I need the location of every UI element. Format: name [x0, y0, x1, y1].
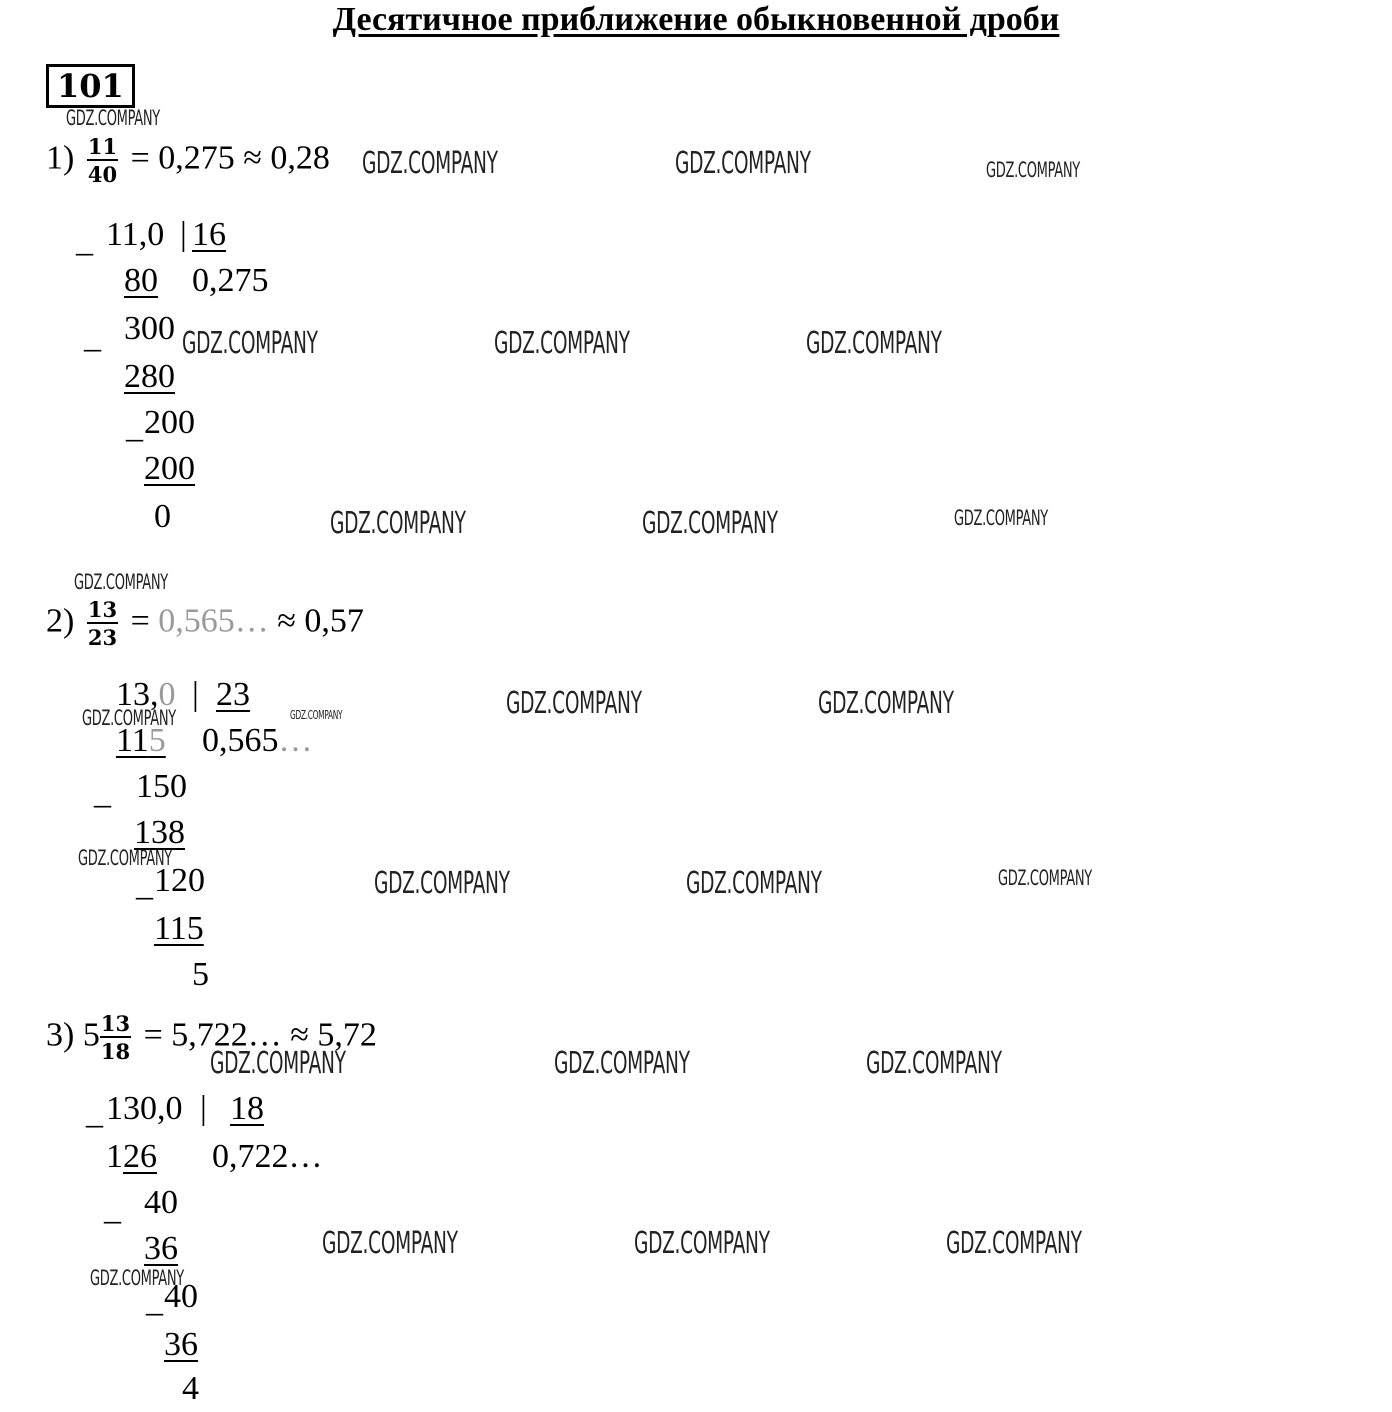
division-bar: | — [200, 1090, 207, 1127]
watermark: GDZ.COMPANY — [954, 506, 1048, 530]
step-underlined-digits: 26 — [123, 1138, 157, 1175]
watermark: GDZ.COMPANY — [290, 708, 343, 722]
watermark: GDZ.COMPANY — [494, 326, 630, 361]
problem-1-quotient: 0,275 — [192, 262, 269, 299]
watermark: GDZ.COMPANY — [374, 866, 510, 901]
problem-2-equation — [46, 598, 364, 649]
problem-3-step-5: 36 — [164, 1326, 198, 1363]
fraction-numerator: 13 — [87, 597, 118, 622]
watermark: GDZ.COMPANY — [806, 326, 942, 361]
watermark: GDZ.COMPANY — [986, 158, 1080, 182]
problem-1-dividend: 11,0 — [106, 216, 165, 253]
watermark: GDZ.COMPANY — [554, 1046, 690, 1081]
problem-1-step-4: 200 — [144, 404, 195, 441]
problem-1-fraction — [87, 135, 118, 186]
division-bar: | — [180, 216, 187, 253]
watermark: GDZ.COMPANY — [74, 570, 168, 594]
watermark: GDZ.COMPANY — [818, 686, 954, 721]
fraction-denominator: 18 — [100, 1039, 131, 1064]
minus-sign: _ — [146, 1282, 163, 1319]
fraction-denominator: 40 — [87, 162, 118, 187]
step-first-digit: 1 — [106, 1138, 123, 1175]
watermark: GDZ.COMPANY — [78, 846, 172, 870]
problem-3-remainder: 4 — [182, 1370, 199, 1407]
minus-sign: _ — [94, 774, 111, 811]
problem-1-divisor: 16 — [192, 216, 226, 253]
dividend-digits: 13, — [116, 676, 159, 713]
problem-1-result: = 0,275 ≈ 0,28 — [130, 139, 330, 177]
fraction-denominator: 23 — [87, 625, 118, 650]
watermark: GDZ.COMPANY — [182, 326, 318, 361]
watermark: GDZ.COMPANY — [866, 1046, 1002, 1081]
watermark: GDZ.COMPANY — [66, 106, 160, 130]
watermark: GDZ.COMPANY — [686, 866, 822, 901]
problem-1-step-1: 80 — [124, 262, 158, 299]
problem-1-remainder: 0 — [154, 498, 171, 535]
problem-2-step-2: 150 — [136, 768, 187, 805]
minus-sign: _ — [76, 222, 93, 259]
problem-2-divisor: 23 — [216, 676, 250, 713]
task-number: 101 — [46, 64, 135, 108]
problem-2-step-5: 115 — [154, 910, 204, 947]
quotient-digits: 0,565 — [202, 722, 279, 759]
problem-3-step-1 — [106, 1138, 157, 1176]
minus-sign: _ — [126, 408, 143, 445]
watermark: GDZ.COMPANY — [946, 1226, 1082, 1261]
minus-sign: _ — [104, 1190, 121, 1227]
problem-3-step-3: 36 — [144, 1230, 178, 1267]
step-faded-digit: 5 — [148, 722, 166, 759]
problem-3-step-4: 40 — [164, 1278, 198, 1315]
watermark: GDZ.COMPANY — [322, 1226, 458, 1261]
problem-2-label: 2) — [46, 602, 75, 640]
fraction-numerator: 11 — [87, 134, 118, 159]
problem-2-fraction — [87, 598, 118, 649]
problem-1-label: 1) — [46, 139, 75, 177]
watermark: GDZ.COMPANY — [998, 866, 1092, 890]
watermark: GDZ.COMPANY — [506, 686, 642, 721]
problem-1-step-5: 200 — [144, 450, 195, 487]
watermark: GDZ.COMPANY — [210, 1046, 346, 1081]
minus-sign: _ — [84, 318, 101, 355]
problem-3-label: 3) — [46, 1016, 75, 1054]
problem-2-quotient — [202, 722, 313, 760]
watermark: GDZ.COMPANY — [634, 1226, 770, 1261]
minus-sign: _ — [136, 866, 153, 903]
problem-2-approx: ≈ 0,57 — [277, 602, 364, 640]
problem-3-fraction — [100, 1012, 131, 1063]
problem-1-step-3: 280 — [124, 358, 175, 395]
quotient-faded-ellipsis: … — [278, 722, 313, 759]
watermark: GDZ.COMPANY — [82, 706, 176, 730]
fraction-numerator: 13 — [100, 1011, 131, 1036]
problem-1-step-2: 300 — [124, 310, 175, 347]
problem-1-equation — [46, 135, 330, 186]
problem-3-dividend: 130,0 — [106, 1090, 183, 1127]
problem-2-remainder: 5 — [192, 956, 209, 993]
watermark: GDZ.COMPANY — [675, 146, 811, 181]
problem-3-step-2: 40 — [144, 1184, 178, 1221]
problem-3-result: = 5,722… ≈ 5,72 — [143, 1016, 377, 1054]
problem-2-step-4: 120 — [154, 862, 205, 899]
equals-sign: = — [130, 602, 150, 640]
watermark: GDZ.COMPANY — [330, 506, 466, 541]
problem-3-quotient: 0,722… — [212, 1138, 323, 1175]
step-digits: 11 — [116, 722, 149, 759]
watermark: GDZ.COMPANY — [362, 146, 498, 181]
dividend-faded-digit: 0 — [158, 676, 176, 713]
problem-2-step-3: 138 — [134, 814, 185, 851]
problem-3-whole: 5 — [82, 1016, 100, 1054]
minus-sign: _ — [86, 1094, 103, 1131]
watermark: GDZ.COMPANY — [642, 506, 778, 541]
watermark: GDZ.COMPANY — [90, 1266, 184, 1290]
problem-3-divisor: 18 — [230, 1090, 264, 1127]
problem-2-faded-value: 0,565… — [158, 602, 269, 640]
division-bar: | — [192, 676, 199, 713]
page-title: Десятичное приближение обыкновенной дроби — [332, 1, 1060, 38]
